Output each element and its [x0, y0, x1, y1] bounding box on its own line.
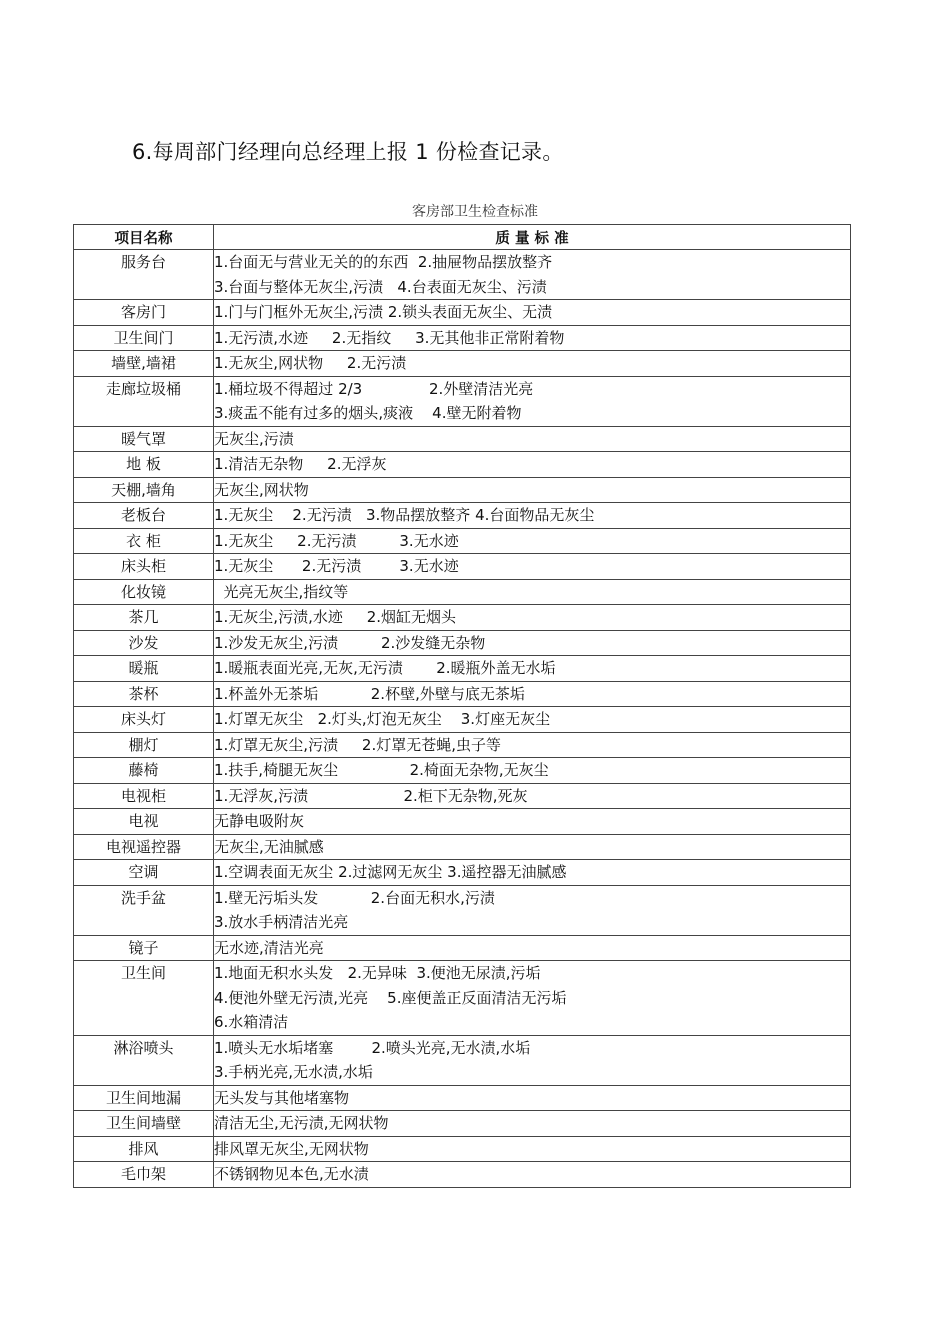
item-name: 卫生间: [120, 964, 166, 982]
table-row: [74, 579, 851, 605]
standard-line: 3.手柄光亮,无水渍,水垢: [214, 1063, 373, 1081]
item-name-cell: [74, 554, 214, 580]
item-name: 床头柜: [120, 557, 166, 575]
table-row: [74, 1162, 851, 1188]
table-row: [74, 1111, 851, 1137]
quality-standard-cell: [214, 809, 851, 835]
quality-standard-cell: [214, 426, 851, 452]
quality-standard-cell: [214, 579, 851, 605]
item-name: 沙发: [128, 633, 159, 652]
table-row: [74, 528, 851, 554]
quality-standard-cell: [214, 351, 851, 377]
item-name: 卫生间墙壁: [105, 1114, 181, 1132]
standard-line: 4.便池外壁无污渍,光亮 5.座便盖正反面清洁无污垢: [214, 988, 567, 1007]
quality-standard-cell: [214, 452, 851, 478]
standard-line: 1.无灰尘 2.无污渍 3.无水迹: [214, 557, 459, 575]
item-name: 茶几: [128, 608, 159, 626]
item-name-cell: [74, 452, 214, 478]
table-row: [74, 834, 851, 860]
item-name: 衣 柜: [126, 531, 161, 550]
item-name-cell: [74, 732, 214, 758]
standard-line: 1.无浮灰,污渍 2.柜下无杂物,死灰: [214, 786, 528, 805]
quality-standard-cell: [214, 885, 851, 935]
standard-line: 1.暖瓶表面光亮,无灰,无污渍 2.暖瓶外盖无水垢: [214, 659, 556, 677]
standard-line: 1.扶手,椅腿无灰尘 2.椅面无杂物,无灰尘: [214, 761, 549, 779]
standard-line: 无头发与其他堵塞物: [214, 1088, 350, 1107]
item-name: 茶杯: [128, 684, 159, 703]
quality-standard-cell: [214, 605, 851, 631]
item-name: 排风: [128, 1139, 159, 1158]
quality-standard-cell: [214, 834, 851, 860]
quality-standard-cell: [214, 528, 851, 554]
item-name-cell: [74, 1085, 214, 1111]
item-name-cell: [74, 325, 214, 351]
standard-line: 3.痰盂不能有过多的烟头,痰液 4.壁无附着物: [214, 404, 522, 422]
standard-line: 1.台面无与营业无关的的东西 2.抽屉物品摆放整齐: [214, 253, 553, 271]
table-row: [74, 630, 851, 656]
table-row: [74, 732, 851, 758]
item-name: 洗手盆: [120, 888, 166, 907]
standard-line: 3.台面与整体无灰尘,污渍 4.台表面无灰尘、污渍: [214, 277, 547, 296]
table-row: [74, 860, 851, 886]
standard-line: 光亮无灰尘,指纹等: [214, 582, 349, 601]
table-caption: 客房部卫生检查标准: [412, 204, 538, 220]
item-name: 走廊垃圾桶: [105, 379, 181, 398]
standard-line: 1.地面无积水头发 2.无异味 3.便池无尿渍,污垢: [214, 964, 541, 982]
standard-line: 无静电吸附灰: [214, 812, 305, 830]
item-name-cell: [74, 250, 214, 300]
item-name-cell: [74, 376, 214, 426]
page-heading: 6.每周部门经理向总经理上报 1 份检查记录。: [132, 140, 564, 164]
quality-standard-cell: [214, 1162, 851, 1188]
standard-line: 3.放水手柄清洁光亮: [214, 913, 349, 931]
item-name-cell: [74, 477, 214, 503]
quality-standard-cell: [214, 503, 851, 529]
table-row: [74, 783, 851, 809]
table-row: [74, 707, 851, 733]
table-row: [74, 809, 851, 835]
quality-standard-cell: [214, 250, 851, 300]
quality-standard-cell: [214, 1035, 851, 1085]
standard-line: 1.无灰尘 2.无污渍 3.无水迹: [214, 531, 459, 550]
quality-standard-cell: [214, 325, 851, 351]
standard-line: 1.门与门框外无灰尘,污渍 2.锁头表面无灰尘、无渍: [214, 303, 553, 321]
item-name: 暖瓶: [128, 659, 159, 677]
item-name-cell: [74, 1162, 214, 1188]
table-row: [74, 300, 851, 326]
item-name-cell: [74, 809, 214, 835]
item-name: 客房门: [120, 303, 166, 321]
quality-standard-cell: [214, 1111, 851, 1137]
item-name-cell: [74, 860, 214, 886]
quality-standard-cell: [214, 1136, 851, 1162]
standard-line: 清洁无尘,无污渍,无网状物: [214, 1114, 389, 1132]
quality-standard-cell: [214, 758, 851, 784]
item-name: 淋浴喷头: [113, 1038, 174, 1057]
item-name-cell: [74, 630, 214, 656]
standard-line: 无灰尘,污渍: [214, 429, 294, 448]
item-name: 空调: [128, 863, 159, 881]
item-name-cell: [74, 1136, 214, 1162]
item-name-cell: [74, 1035, 214, 1085]
table-row: [74, 885, 851, 935]
hygiene-standard-table: [73, 224, 851, 1188]
standard-line: 1.无灰尘,网状物 2.无污渍: [214, 354, 407, 372]
standard-line: 无灰尘,无油腻感: [214, 837, 324, 856]
item-name-cell: [74, 1111, 214, 1137]
table-row: [74, 758, 851, 784]
item-name: 电视柜: [120, 786, 166, 805]
item-name: 电视遥控器: [105, 837, 181, 856]
table-row: [74, 935, 851, 961]
quality-standard-cell: [214, 376, 851, 426]
table-row: [74, 250, 851, 300]
item-name: 天棚,墙角: [111, 480, 176, 499]
table-row: [74, 376, 851, 426]
item-name: 化妆镜: [120, 582, 166, 601]
standard-line: 1.沙发无灰尘,污渍 2.沙发缝无杂物: [214, 633, 486, 652]
item-name: 暖气罩: [120, 429, 166, 448]
item-name-cell: [74, 758, 214, 784]
standard-line: 1.灯罩无灰尘,污渍 2.灯罩无苍蝇,虫子等: [214, 735, 502, 754]
standard-line: 1.清洁无杂物 2.无浮灰: [214, 455, 387, 473]
standard-line: 1.壁无污垢头发 2.台面无积水,污渍: [214, 888, 495, 907]
standard-line: 6.水箱清洁: [214, 1013, 289, 1031]
item-name-cell: [74, 579, 214, 605]
table-row: [74, 351, 851, 377]
item-name-cell: [74, 681, 214, 707]
quality-standard-cell: [214, 630, 851, 656]
quality-standard-cell: [214, 860, 851, 886]
table-row: [74, 503, 851, 529]
table-row: [74, 1085, 851, 1111]
quality-standard-cell: [214, 1085, 851, 1111]
item-name: 墙壁,墙裙: [111, 354, 176, 372]
standard-line: 1.喷头无水垢堵塞 2.喷头光亮,无水渍,水垢: [214, 1038, 531, 1057]
standard-line: 排风罩无灰尘,无网状物: [214, 1139, 369, 1158]
table-row: [74, 1136, 851, 1162]
standard-line: 无水迹,清洁光亮: [214, 938, 324, 957]
standard-line: 1.桶垃圾不得超过 2/3 2.外壁清洁光亮: [214, 379, 534, 398]
table-row: [74, 554, 851, 580]
item-name: 服务台: [120, 253, 166, 271]
standard-line: 无灰尘,网状物: [214, 480, 309, 499]
standard-line: 1.无灰尘,污渍,水迹 2.烟缸无烟头: [214, 608, 457, 626]
quality-standard-cell: [214, 477, 851, 503]
item-name-cell: [74, 528, 214, 554]
item-name-cell: [74, 605, 214, 631]
standard-line: 1.灯罩无灰尘 2.灯头,灯泡无灰尘 3.灯座无灰尘: [214, 710, 551, 728]
item-name-cell: [74, 707, 214, 733]
standard-line: 1.空调表面无灰尘 2.过滤网无灰尘 3.遥控器无油腻感: [214, 863, 567, 881]
table-row: [74, 452, 851, 478]
item-name-cell: [74, 961, 214, 1036]
standard-line: 1.无污渍,水迹 2.无指纹 3.无其他非正常附着物: [214, 328, 565, 347]
table-header-row: [74, 225, 851, 250]
item-name: 地 板: [126, 455, 161, 473]
quality-standard-cell: [214, 783, 851, 809]
quality-standard-cell: [214, 961, 851, 1036]
header-item-name: 项目名称: [74, 225, 214, 250]
item-name: 镜子: [128, 938, 159, 957]
header-quality-standard: 质 量 标 准: [214, 225, 851, 250]
quality-standard-cell: [214, 732, 851, 758]
item-name: 卫生间门: [113, 328, 174, 347]
item-name-cell: [74, 656, 214, 682]
item-name: 电视: [128, 812, 159, 830]
quality-standard-cell: [214, 656, 851, 682]
item-name: 老板台: [120, 506, 166, 524]
quality-standard-cell: [214, 300, 851, 326]
item-name-cell: [74, 426, 214, 452]
item-name: 毛巾架: [120, 1165, 166, 1183]
standard-line: 1.无灰尘 2.无污渍 3.物品摆放整齐 4.台面物品无灰尘: [214, 506, 595, 524]
quality-standard-cell: [214, 554, 851, 580]
table-row: [74, 325, 851, 351]
table-row: [74, 605, 851, 631]
table-row: [74, 681, 851, 707]
item-name-cell: [74, 885, 214, 935]
standard-line: 不锈钢物见本色,无水渍: [214, 1165, 369, 1183]
quality-standard-cell: [214, 681, 851, 707]
table-row: [74, 656, 851, 682]
item-name-cell: [74, 300, 214, 326]
item-name-cell: [74, 351, 214, 377]
item-name-cell: [74, 834, 214, 860]
standard-line: 1.杯盖外无茶垢 2.杯壁,外壁与底无茶垢: [214, 684, 525, 703]
item-name: 棚灯: [128, 735, 159, 754]
item-name: 床头灯: [120, 710, 166, 728]
quality-standard-cell: [214, 935, 851, 961]
item-name: 卫生间地漏: [105, 1088, 181, 1107]
item-name: 藤椅: [128, 761, 159, 779]
item-name-cell: [74, 503, 214, 529]
item-name-cell: [74, 935, 214, 961]
table-row: [74, 477, 851, 503]
quality-standard-cell: [214, 707, 851, 733]
table-row: [74, 1035, 851, 1085]
item-name-cell: [74, 783, 214, 809]
table-row: [74, 961, 851, 1036]
table-row: [74, 426, 851, 452]
